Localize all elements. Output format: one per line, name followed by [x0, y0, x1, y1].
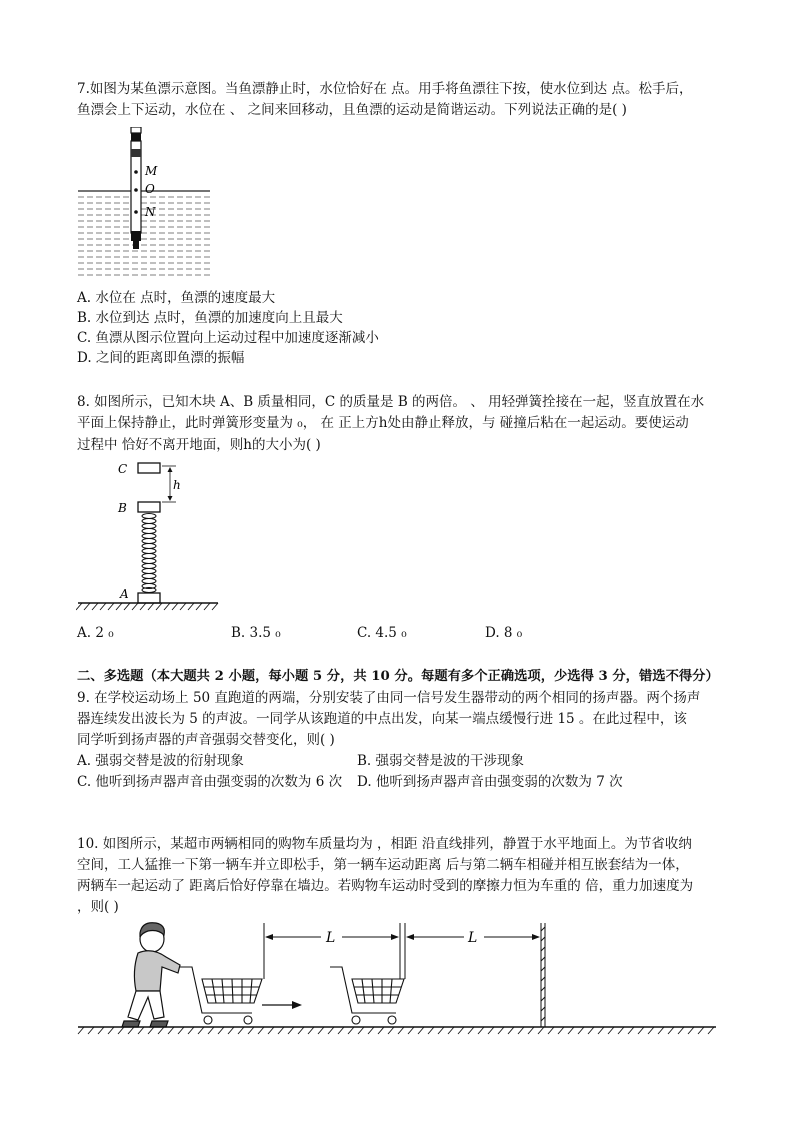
q10-stem-line-1: 10. 如图所示，某超市两辆相同的购物车质量均为 ，相距 沿直线排列，静置于水平地面上。为节省收纳	[77, 836, 692, 852]
fishing-float-figure	[76, 127, 216, 282]
shopping-cart-2	[330, 967, 404, 1024]
q9-stem-line-1: 9. 在学校运动场上 50 直跑道的两端，分别安装了由同一信号发生器带动的两个相同的扬声器。两个扬声	[77, 690, 701, 706]
q7-option-a[interactable]: A. 水位在 点时，鱼漂的速度最大	[77, 290, 276, 306]
shopping-cart-figure	[76, 917, 726, 1042]
q9-stem-line-2: 器连续发出波长为 5 的声波。一同学从该跑道的中点出发，向某一端点缓慢行进 15 。在此过程中，该	[77, 711, 687, 727]
q8-option-b[interactable]: B. 3.5 ₀	[231, 625, 281, 641]
label-c: C	[118, 462, 128, 476]
q10-stem-line-4: ，则( )	[77, 899, 119, 915]
label-m: M	[145, 164, 158, 178]
q7-option-b[interactable]: B. 水位到达 点时，鱼漂的加速度向上且最大	[77, 310, 343, 326]
q7-stem-line-2: 鱼漂会上下运动，水位在 、 之间来回移动，且鱼漂的运动是简谐运动。下列说法正确的是( )	[77, 102, 627, 118]
section-2-heading: 二、多选题（本大题共 2 小题，每小题 5 分，共 10 分。每题有多个正确选项，少选得 3 分，错选不得分）	[77, 669, 719, 684]
q8-option-c[interactable]: C. 4.5 ₀	[357, 625, 407, 641]
q9-option-c[interactable]: C. 他听到扬声器声音由强变弱的次数为 6 次	[77, 774, 343, 790]
q8-stem-line-3: 过程中 恰好不离开地面，则h的大小为( )	[77, 437, 321, 453]
shopping-cart-1	[180, 967, 262, 1024]
worker-figure	[122, 923, 180, 1027]
q9-option-b[interactable]: B. 强弱交替是波的干涉现象	[357, 753, 525, 769]
q8-stem-line-2: 平面上保持静止，此时弹簧形变量为 ₀， 在 正上方h处由静止释放，与 碰撞后粘在一起运动。要使运动	[77, 415, 689, 431]
label-a: A	[120, 587, 129, 601]
q10-stem-line-2: 空间，工人猛推一下第一辆车并立即松手，第一辆车运动距离 后与第二辆车相碰并相互嵌套结为一体，	[77, 857, 689, 873]
q7-stem-line-1: 7.如图为某鱼漂示意图。当鱼漂静止时，水位恰好在 点。用手将鱼漂往下按，使水位到达 点。松手后，	[77, 81, 693, 97]
label-b: B	[118, 501, 127, 515]
q7-option-d[interactable]: D. 之间的距离即鱼漂的振幅	[77, 350, 245, 366]
spring-block-figure	[76, 456, 226, 616]
q9-option-d[interactable]: D. 他听到扬声器声音由强变弱的次数为 7 次	[357, 774, 623, 790]
label-n: N	[145, 205, 156, 219]
label-o: O	[145, 182, 155, 196]
label-l-first: L	[326, 930, 336, 946]
label-l-second: L	[468, 930, 478, 946]
q10-stem-line-3: 两辆车一起运动了 距离后恰好停靠在墙边。若购物车运动时受到的摩擦力恒为车重的 倍，重力加速度为	[77, 878, 694, 894]
q9-option-a[interactable]: A. 强弱交替是波的衍射现象	[77, 753, 244, 769]
q8-option-a[interactable]: A. 2 ₀	[77, 625, 114, 641]
q9-stem-line-3: 同学听到扬声器的声音强弱交替变化，则( )	[77, 732, 335, 748]
q8-stem-line-1: 8. 如图所示，已知木块 A、B 质量相同，C 的质量是 B 的两倍。 、 用轻弹簧拴接在一起，竖直放置在水	[77, 394, 705, 410]
label-h: h	[173, 478, 181, 492]
q7-option-c[interactable]: C. 鱼漂从图示位置向上运动过程中加速度逐渐减小	[77, 330, 379, 346]
q8-option-d[interactable]: D. 8 ₀	[485, 625, 523, 641]
